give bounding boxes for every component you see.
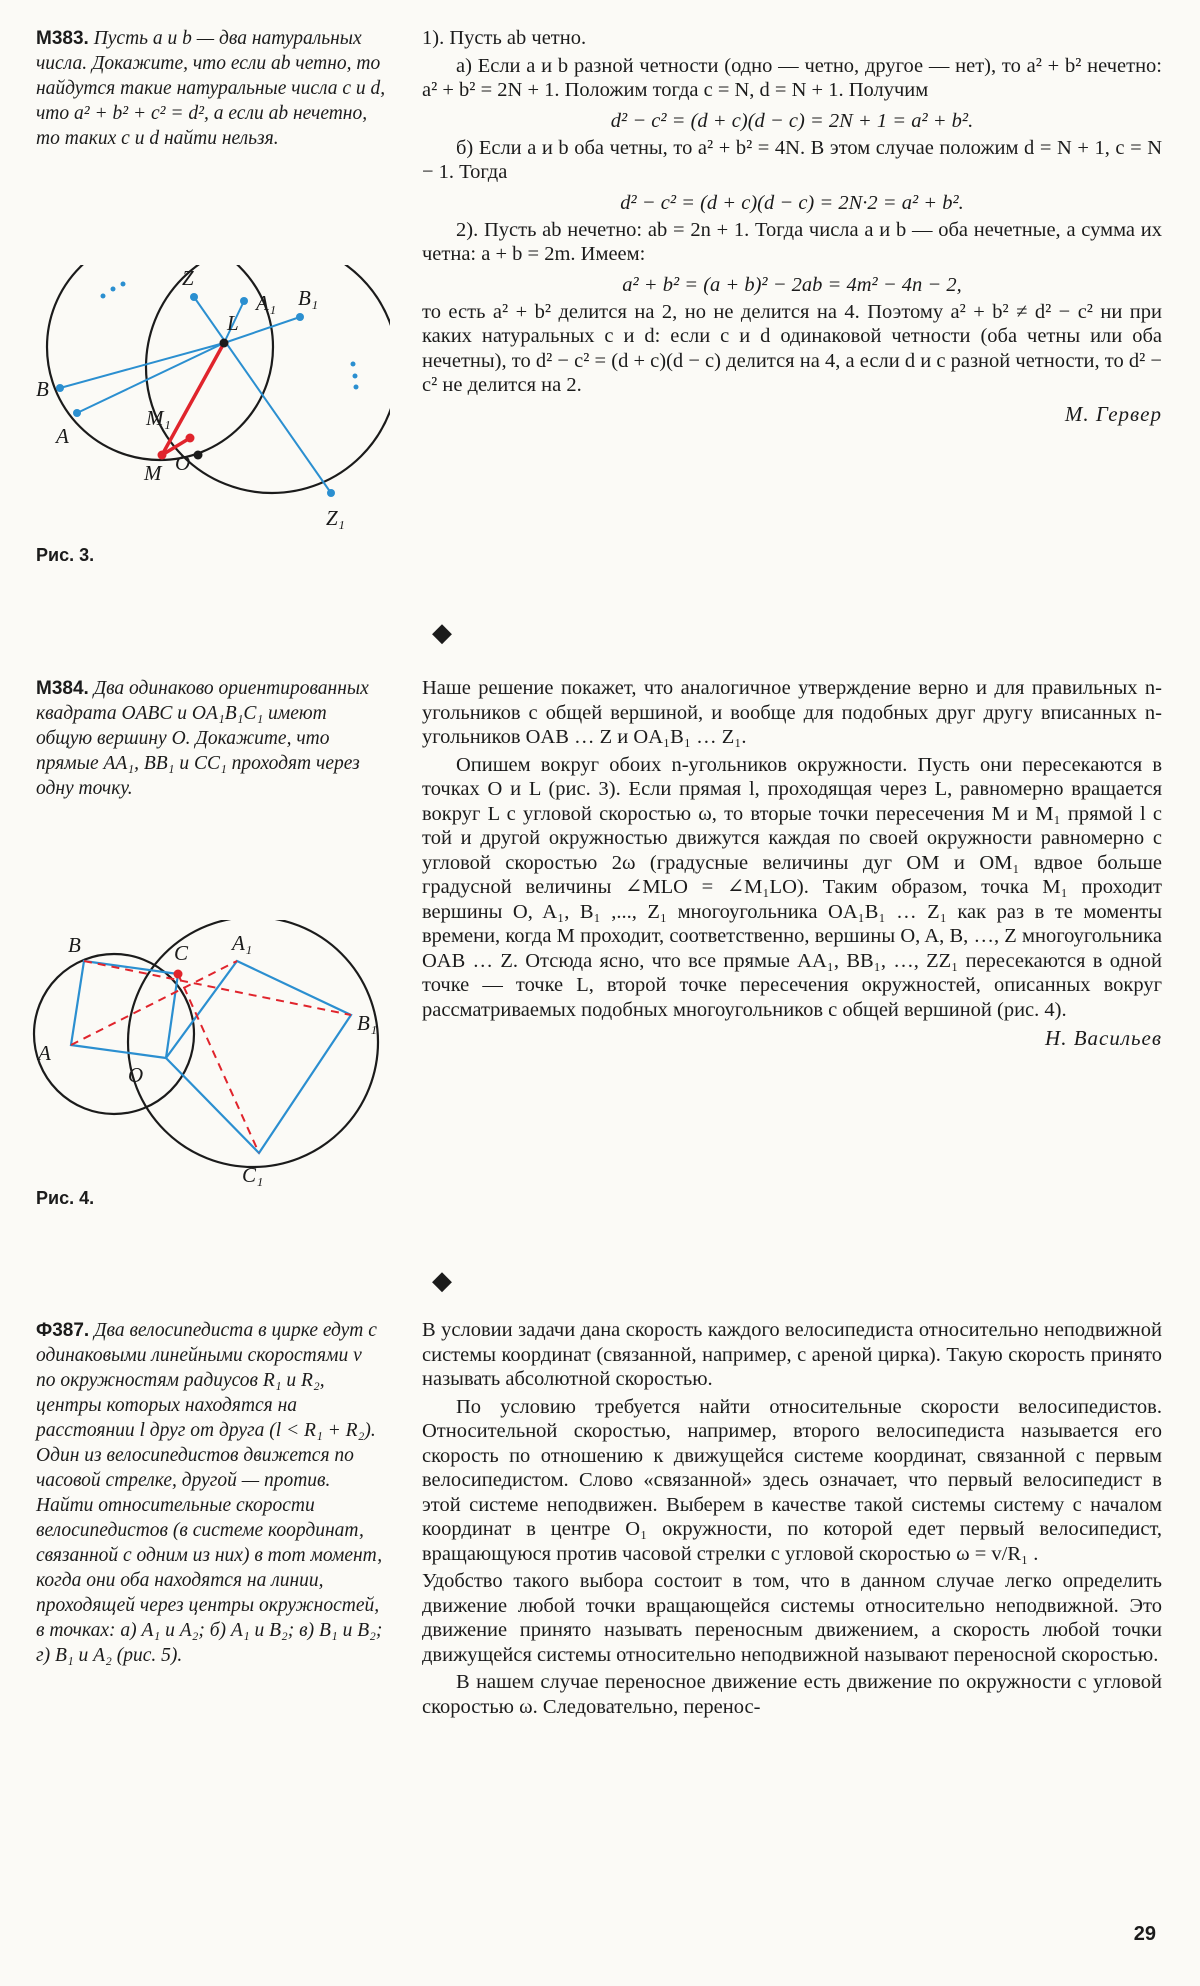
point-dot [73, 409, 81, 417]
label-a1: A₁ [256, 291, 277, 315]
paragraph: а) Если a и b разной четности (одно — четно, другое — нет), то a² + b² нечетно: a² + b² = 2N + 1. Положим тогда c = N, d = N + 1. Получим [422, 54, 1162, 101]
line-zz1 [194, 297, 331, 493]
point-l [220, 339, 229, 348]
separator-diamond: ◆ [432, 1266, 452, 1295]
label-m: M [144, 461, 162, 485]
solution-m383 [422, 26, 1162, 426]
problem-number: Ф387. [36, 1320, 90, 1341]
label-a: A [38, 1041, 51, 1065]
point-dot [56, 384, 64, 392]
equation: d² − c² = (d + c)(d − c) = 2N·2 = a² + b². [620, 191, 964, 214]
label-m1: M₁ [146, 406, 171, 430]
figure-3-caption: Рис. 3. [36, 545, 95, 565]
point-m1 [186, 434, 195, 443]
problem-text: Пусть a и b — два натуральных числа. Докажите, что если ab четно, то найдутся такие натуральные числа c и d, что a² + b² + c² = d², а если ab нечетно, то таких c и d найти нельзя. [36, 28, 386, 149]
paragraph: 1). Пусть ab четно. [422, 27, 587, 49]
dots-left [111, 287, 116, 292]
point-o [194, 451, 203, 460]
square-oabc [71, 961, 178, 1058]
label-b1: B₁ [298, 286, 319, 310]
paragraph: Удобство такого выбора состоит в том, что в данном случае легко определить движение любой точки вращающейся системы относительно неподвижной. Это движение принято называть переносным движением, а скорость любой точки движущейся системы относительно неподвижной называют переносной скоростью. [422, 1570, 1162, 1666]
separator-diamond: ◆ [432, 618, 452, 647]
label-a: A [56, 424, 69, 448]
paragraph: б) Если a и b оба четны, то a² + b² = 4N. В этом случае положим d = N + 1, c = N − 1. Тогда [422, 136, 1162, 183]
page-number: 29 [1133, 1923, 1156, 1945]
dots-right [351, 362, 356, 367]
problem-m384-statement [36, 676, 386, 801]
circle-large [128, 920, 378, 1167]
label-a1: A₁ [232, 931, 253, 955]
problem-number: М384. [36, 678, 89, 699]
label-b: B [68, 933, 81, 957]
problem-f387-statement [36, 1318, 386, 1668]
problem-text: Два одинаково ориентированных квадрата OABC и OA₁B₁C₁ имеют общую вершину O. Докажите, что прямые AA₁, BB₁ и CC₁ проходят через одну точку. [36, 678, 369, 799]
point-dot [240, 297, 248, 305]
label-c1: C₁ [242, 1163, 264, 1187]
point-dot [296, 313, 304, 321]
point-dot [327, 489, 335, 497]
label-z: Z [182, 266, 194, 290]
line-aa1 [71, 961, 237, 1045]
equation: a² + b² = (a + b)² − 2ab = 4m² − 4n − 2, [622, 273, 962, 296]
author: Н. Васильев [1045, 1026, 1162, 1050]
dots-right [354, 385, 359, 390]
point-dot [190, 293, 198, 301]
label-z1: Z₁ [326, 506, 345, 530]
solution-m384 [422, 676, 1162, 1051]
problem-text: Два велосипедиста в цирке едут с одинаковыми линейными скоростями v по окружностям радиусов R₁ и R₂, центры которых находятся на расстоянии l друг от друга (l < R₁ + R₂). Один из велосипедистов движется по часовой стрелке, другой — против. Найти относительные скорости велосипедистов (в системе координат, связанной с одним из них) в тот момент, когда они оба находятся на линии, проходящей через центры окружностей, в точках: а) A₁ и A₂; б) A₁ и B₂; в) B₁ и B₂; г) B₁ и A₂ (рис. 5). [36, 1320, 383, 1666]
dots-left [121, 282, 126, 287]
paragraph: В нашем случае переносное движение есть движение по окружности с угловой скоростью ω. Следовательно, перенос- [422, 1671, 1162, 1718]
point-m [158, 451, 167, 460]
paragraph: то есть a² + b² делится на 2, но не делится на 4. Поэтому a² + b² ≠ d² − c² ни при каких натуральных c и d: если c и d одинаковой четности (оба четны или оба нечетны), то d² − c² = (d + c)(d − c) делится на 4, а если d и c разной четности, то d² − c² не делится на 2. [422, 300, 1162, 396]
paragraph: Наше решение покажет, что аналогичное утверждение верно и для правильных n-угольников с общей вершиной, и вообще для подобных друг другу вписанных n-угольников OAB … Z и OA₁B₁ … Z₁. [422, 677, 1162, 748]
square-oa1b1c1 [166, 961, 351, 1153]
solution-f387 [422, 1318, 1162, 1722]
figure-4 [30, 920, 400, 1190]
paragraph: В условии задачи дана скорость каждого велосипедиста относительно неподвижной системы координат (связанной, например, с ареной цирка). Такую скорость принято называть абсолютной скоростью. [422, 1319, 1162, 1390]
point-l [174, 970, 183, 979]
label-b: B [36, 377, 49, 401]
figure-4-caption: Рис. 4. [36, 1188, 95, 1208]
line-cc1 [178, 974, 259, 1153]
figure-3 [30, 265, 390, 550]
problem-m383-statement [36, 26, 386, 151]
author: М. Гервер [1064, 401, 1162, 426]
label-b1: B₁ [357, 1011, 378, 1035]
problem-number: М383. [36, 28, 89, 49]
label-c: C [174, 941, 189, 965]
label-o: O [128, 1063, 144, 1087]
dots-left [101, 294, 106, 299]
paragraph: 2). Пусть ab нечетно: ab = 2n + 1. Тогда числа a и b — оба нечетные, а сумма их четна: a + b = 2m. Имеем: [422, 218, 1162, 265]
dots-right [353, 374, 358, 379]
equation: d² − c² = (d + c)(d − c) = 2N + 1 = a² + b². [610, 109, 974, 132]
label-l: L [227, 311, 239, 335]
paragraph: Опишем вокруг обоих n-угольников окружности. Пусть они пересекаются в точках O и L (рис. 3). Если прямая l, проходящая через L, равномерно вращается вокруг L с угловой скоростью ω, то вторые точки пересечения M и M₁ прямой l с той и другой окружностью движутся каждая по своей окружности равномерно с угловой скоростью 2ω (градусные величины дуг OM и OM₁ вдвое больше градусной величины ∠MLO = ∠M₁LO). Таким образом, точка M₁ проходит вершины O, A₁, B₁ ,..., Z₁ многоугольника OA₁B₁ … Z₁ как раз в те моменты времени, когда M проходит, соответственно, вершины O, A, B, …, Z многоугольника OAB … Z. Отсюда ясно, что все прямые AA₁, BB₁, …, ZZ₁ пересекаются в одной точке — точке L, второй точке пересечения окружностей, описанных вокруг рассматриваемых подобных многоугольников с общей вершиной (рис. 4). [422, 753, 1162, 1021]
paragraph: По условию требуется найти относительные скорости велосипедистов. Относительной скоростью, например, второго велосипедиста называется его скорость по отношению к движущейся системе координат, связанной с первым велосипедистом. Слово «связанной» здесь означает, что первый велосипедист в этой системе неподвижен. Выберем в качестве такой системы систему с началом координат в центре O₁ окружности, по которой едет первый велосипедист, вращающуюся против часовой стрелки с угловой скоростью ω = v/R₁ . [422, 1395, 1162, 1565]
label-o: O [175, 451, 191, 475]
